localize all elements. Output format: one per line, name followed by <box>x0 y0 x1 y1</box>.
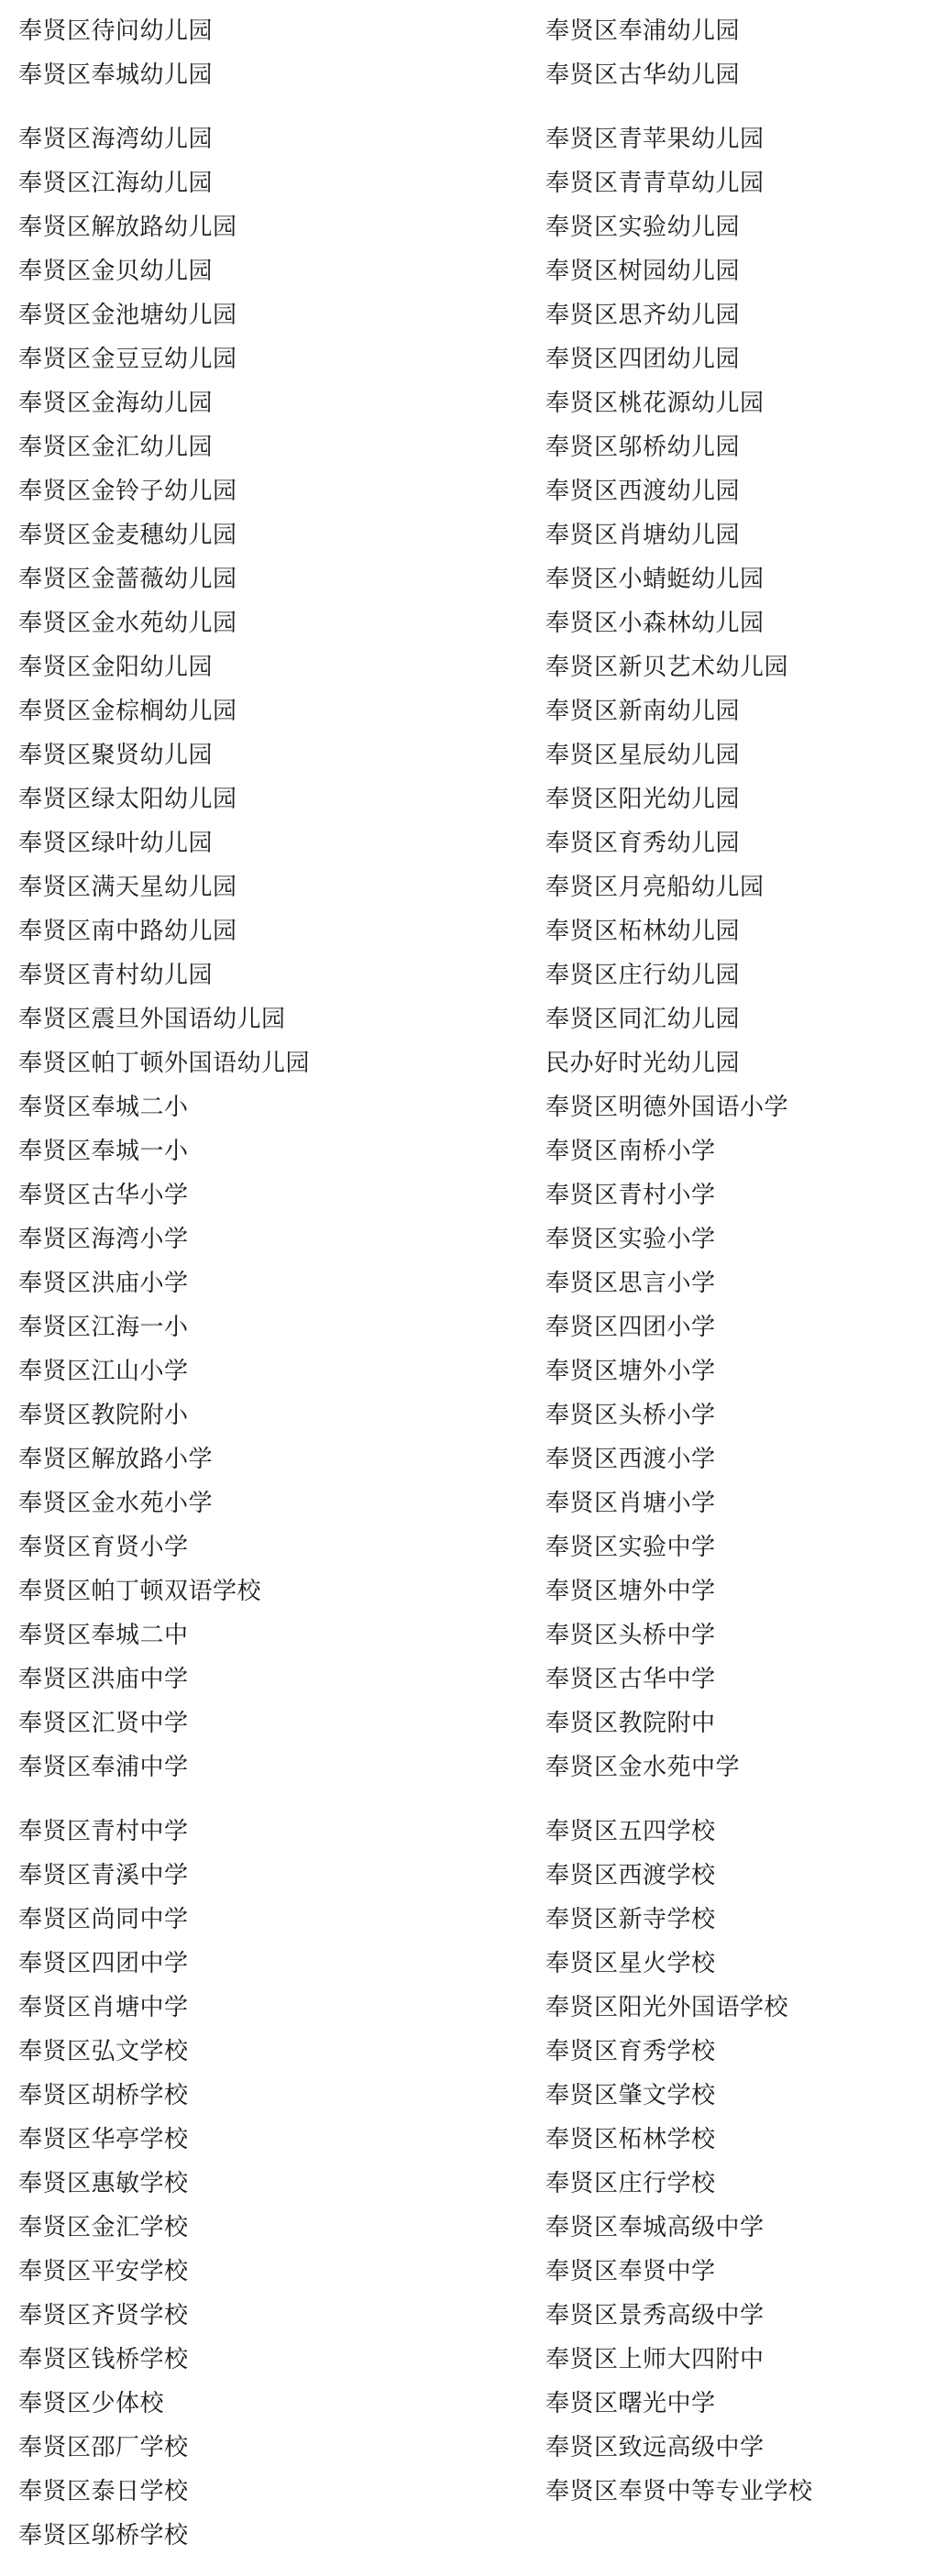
school-name-right: 奉贤区古华中学 <box>545 1666 716 1693</box>
school-name-right: 奉贤区育秀学校 <box>545 2038 716 2065</box>
school-name-right: 奉贤区庄行学校 <box>545 2170 716 2197</box>
school-name-left: 奉贤区洪庙中学 <box>18 1666 189 1693</box>
school-name-right: 奉贤区肇文学校 <box>545 2082 716 2109</box>
school-name-right: 奉贤区实验中学 <box>545 1534 716 1561</box>
school-name-left: 奉贤区震旦外国语幼儿园 <box>18 1006 286 1033</box>
school-name-right: 奉贤区思齐幼儿园 <box>545 302 741 329</box>
school-name-left: 奉贤区教院附小 <box>18 1402 189 1429</box>
school-name-left: 奉贤区四团中学 <box>18 1950 189 1977</box>
list-row <box>11 249 914 293</box>
list-row <box>11 1041 914 1085</box>
school-name-right <box>538 1789 914 1810</box>
list-row <box>11 909 914 953</box>
school-name-right: 奉贤区教院附中 <box>545 1710 716 1737</box>
school-name-right: 奉贤区同汇幼儿园 <box>545 1006 741 1033</box>
school-name-left: 奉贤区解放路幼儿园 <box>18 214 237 241</box>
list-row <box>11 513 914 557</box>
school-name-right: 奉贤区庄行幼儿园 <box>545 962 741 989</box>
school-name-right: 奉贤区五四学校 <box>545 1818 716 1845</box>
school-name-right: 奉贤区新南幼儿园 <box>545 698 741 725</box>
school-name-left: 奉贤区金蔷薇幼儿园 <box>18 566 237 593</box>
school-name-left: 奉贤区金阳幼儿园 <box>18 654 214 681</box>
school-name-right: 奉贤区青苹果幼儿园 <box>545 126 765 153</box>
school-name-right: 奉贤区小蜻蜓幼儿园 <box>545 566 765 593</box>
list-row <box>11 1854 914 1898</box>
school-name-left: 奉贤区聚贤幼儿园 <box>18 742 214 769</box>
list-row <box>11 425 914 469</box>
school-name-left: 奉贤区古华小学 <box>18 1182 189 1209</box>
school-name-left: 奉贤区解放路小学 <box>18 1446 214 1473</box>
list-row <box>11 1569 914 1613</box>
school-name-right: 奉贤区柘林幼儿园 <box>545 918 741 945</box>
school-name-right: 奉贤区致远高级中学 <box>545 2434 765 2461</box>
school-name-right: 奉贤区四团幼儿园 <box>545 346 741 373</box>
school-name-right: 奉贤区星辰幼儿园 <box>545 742 741 769</box>
list-row <box>11 2382 914 2426</box>
school-name-left: 奉贤区青村幼儿园 <box>18 962 214 989</box>
list-row <box>11 2338 914 2382</box>
school-name-left: 奉贤区金棕榈幼儿园 <box>18 698 237 725</box>
list-row <box>11 53 914 97</box>
school-name-right: 奉贤区奉贤中学 <box>545 2258 716 2285</box>
school-name-left: 奉贤区金麦穗幼儿园 <box>18 522 237 549</box>
list-row <box>11 1085 914 1129</box>
school-name-left: 奉贤区钱桥学校 <box>18 2346 189 2373</box>
school-name-left: 奉贤区奉城一小 <box>18 1138 189 1165</box>
school-name-left: 奉贤区金汇学校 <box>18 2214 189 2241</box>
school-name-right: 奉贤区新贝艺术幼儿园 <box>545 654 789 681</box>
list-row <box>11 337 914 381</box>
list-row <box>11 821 914 865</box>
school-name-right: 奉贤区树园幼儿园 <box>545 258 741 285</box>
list-row <box>11 953 914 997</box>
list-row <box>11 1173 914 1217</box>
school-name-right: 奉贤区阳光幼儿园 <box>545 786 741 813</box>
list-row <box>11 1393 914 1437</box>
list-row <box>11 557 914 601</box>
school-name-left: 奉贤区金水苑小学 <box>18 1490 214 1517</box>
list-row <box>11 205 914 249</box>
school-name-right: 奉贤区曙光中学 <box>545 2390 716 2417</box>
school-name-right: 奉贤区实验小学 <box>545 1226 716 1253</box>
school-name-right: 奉贤区邬桥幼儿园 <box>545 434 741 461</box>
list-row <box>11 2162 914 2206</box>
school-name-left: 奉贤区育贤小学 <box>18 1534 189 1561</box>
list-row <box>11 161 914 205</box>
school-name-left: 奉贤区奉城幼儿园 <box>18 61 214 89</box>
school-list-rows <box>11 9 914 2558</box>
school-name-right: 奉贤区古华幼儿园 <box>545 61 741 89</box>
list-row <box>11 865 914 909</box>
list-row <box>11 1657 914 1701</box>
school-name-left: 奉贤区洪庙小学 <box>18 1270 189 1297</box>
school-name-left <box>11 1789 538 1810</box>
school-name-left: 奉贤区帕丁顿外国语幼儿园 <box>18 1050 311 1077</box>
school-name-right: 奉贤区明德外国语小学 <box>545 1094 789 1121</box>
school-name-left: 奉贤区海湾幼儿园 <box>18 126 214 153</box>
list-row <box>11 2118 914 2162</box>
school-name-left: 奉贤区金水苑幼儿园 <box>18 610 237 637</box>
school-name-right: 奉贤区桃花源幼儿园 <box>545 390 765 417</box>
list-row <box>11 2030 914 2074</box>
school-name-right: 奉贤区头桥小学 <box>545 1402 716 1429</box>
school-name-left: 奉贤区少体校 <box>18 2390 165 2417</box>
school-name-left: 奉贤区江海幼儿园 <box>18 170 214 197</box>
school-name-right: 奉贤区景秀高级中学 <box>545 2302 765 2329</box>
school-name-right: 奉贤区西渡学校 <box>545 1862 716 1889</box>
school-name-right: 奉贤区奉浦幼儿园 <box>545 17 741 45</box>
list-row <box>11 2294 914 2338</box>
list-row <box>11 293 914 337</box>
list-row <box>11 2250 914 2294</box>
list-row <box>11 733 914 777</box>
school-name-left: 奉贤区金海幼儿园 <box>18 390 214 417</box>
school-name-left: 奉贤区金豆豆幼儿园 <box>18 346 237 373</box>
school-name-right: 奉贤区西渡幼儿园 <box>545 478 741 505</box>
list-row <box>11 1261 914 1305</box>
school-name-left: 奉贤区海湾小学 <box>18 1226 189 1253</box>
school-name-right: 奉贤区四团小学 <box>545 1314 716 1341</box>
school-name-left: 奉贤区金池塘幼儿园 <box>18 302 237 329</box>
school-name-right: 奉贤区小森林幼儿园 <box>545 610 765 637</box>
list-row <box>11 1129 914 1173</box>
school-name-left: 奉贤区邵厂学校 <box>18 2434 189 2461</box>
school-name-right: 奉贤区阳光外国语学校 <box>545 1994 789 2021</box>
list-row <box>11 469 914 513</box>
school-name-left: 奉贤区邬桥学校 <box>18 2522 189 2549</box>
school-name-right: 奉贤区育秀幼儿园 <box>545 830 741 857</box>
school-name-left: 奉贤区江海一小 <box>18 1314 189 1341</box>
school-name-right: 奉贤区青村小学 <box>545 1182 716 1209</box>
list-row <box>11 2074 914 2118</box>
school-name-right: 奉贤区奉城高级中学 <box>545 2214 765 2241</box>
school-name-left: 奉贤区金汇幼儿园 <box>18 434 214 461</box>
school-name-right: 奉贤区肖塘小学 <box>545 1490 716 1517</box>
list-row <box>11 2206 914 2250</box>
list-row <box>11 1986 914 2030</box>
list-row <box>11 1745 914 1789</box>
school-name-right: 奉贤区柘林学校 <box>545 2126 716 2153</box>
list-row <box>11 381 914 425</box>
school-name-left: 奉贤区尚同中学 <box>18 1906 189 1933</box>
school-name-left: 奉贤区肖塘中学 <box>18 1994 189 2021</box>
list-row <box>11 1437 914 1481</box>
school-name-right: 奉贤区肖塘幼儿园 <box>545 522 741 549</box>
school-name-left: 奉贤区惠敏学校 <box>18 2170 189 2197</box>
list-row <box>11 1481 914 1525</box>
school-name-left: 奉贤区金铃子幼儿园 <box>18 478 237 505</box>
school-name-right: 民办好时光幼儿园 <box>545 1050 741 1077</box>
school-name-left: 奉贤区汇贤中学 <box>18 1710 189 1737</box>
school-name-right: 奉贤区塘外中学 <box>545 1578 716 1605</box>
school-name-right: 奉贤区塘外小学 <box>545 1358 716 1385</box>
school-name-right: 奉贤区青青草幼儿园 <box>545 170 765 197</box>
school-name-left: 奉贤区奉城二中 <box>18 1622 189 1649</box>
school-name-right: 奉贤区星火学校 <box>545 1950 716 1977</box>
school-name-right: 奉贤区上师大四附中 <box>545 2346 765 2373</box>
list-row <box>11 1525 914 1569</box>
school-name-right: 奉贤区月亮船幼儿园 <box>545 874 765 901</box>
school-name-right <box>538 97 914 117</box>
school-name-left: 奉贤区待问幼儿园 <box>18 17 214 45</box>
list-row <box>11 9 914 53</box>
school-name-right: 奉贤区实验幼儿园 <box>545 214 741 241</box>
school-name-left: 奉贤区青溪中学 <box>18 1862 189 1889</box>
list-row <box>11 777 914 821</box>
list-row <box>11 1942 914 1986</box>
school-name-left: 奉贤区金贝幼儿园 <box>18 258 214 285</box>
school-name-right: 奉贤区新寺学校 <box>545 1906 716 1933</box>
school-name-left: 奉贤区弘文学校 <box>18 2038 189 2065</box>
school-name-right: 奉贤区金水苑中学 <box>545 1754 741 1781</box>
school-name-right: 奉贤区奉贤中等专业学校 <box>545 2478 813 2505</box>
list-row <box>11 1701 914 1745</box>
school-name-left: 奉贤区绿叶幼儿园 <box>18 830 214 857</box>
school-name-left: 奉贤区青村中学 <box>18 1818 189 1845</box>
school-name-right: 奉贤区思言小学 <box>545 1270 716 1297</box>
school-name-left: 奉贤区华亭学校 <box>18 2126 189 2153</box>
school-name-left: 奉贤区绿太阳幼儿园 <box>18 786 237 813</box>
list-row <box>11 1305 914 1349</box>
school-name-right: 奉贤区头桥中学 <box>545 1622 716 1649</box>
list-row <box>11 645 914 689</box>
school-name-left: 奉贤区齐贤学校 <box>18 2302 189 2329</box>
school-name-left: 奉贤区平安学校 <box>18 2258 189 2285</box>
list-row <box>11 2426 914 2470</box>
school-name-right: 奉贤区西渡小学 <box>545 1446 716 1473</box>
list-row <box>11 1810 914 1854</box>
school-name-left: 奉贤区满天星幼儿园 <box>18 874 237 901</box>
row-spacer <box>11 1789 914 1810</box>
school-name-left: 奉贤区胡桥学校 <box>18 2082 189 2109</box>
list-row <box>11 689 914 733</box>
school-name-right: 奉贤区南桥小学 <box>545 1138 716 1165</box>
school-name-left: 奉贤区奉城二小 <box>18 1094 189 1121</box>
list-row <box>11 1349 914 1393</box>
list-row <box>11 1898 914 1942</box>
list-row <box>11 1613 914 1657</box>
school-name-left <box>11 97 538 117</box>
school-name-left: 奉贤区江山小学 <box>18 1358 189 1385</box>
list-row <box>11 2470 914 2514</box>
school-name-left: 奉贤区南中路幼儿园 <box>18 918 237 945</box>
list-row <box>11 117 914 161</box>
school-name-left: 奉贤区帕丁顿双语学校 <box>18 1578 262 1605</box>
row-spacer <box>11 97 914 117</box>
list-row <box>11 601 914 645</box>
list-row <box>11 997 914 1041</box>
list-row <box>11 1217 914 1261</box>
school-name-left: 奉贤区奉浦中学 <box>18 1754 189 1781</box>
school-name-left: 奉贤区泰日学校 <box>18 2478 189 2505</box>
